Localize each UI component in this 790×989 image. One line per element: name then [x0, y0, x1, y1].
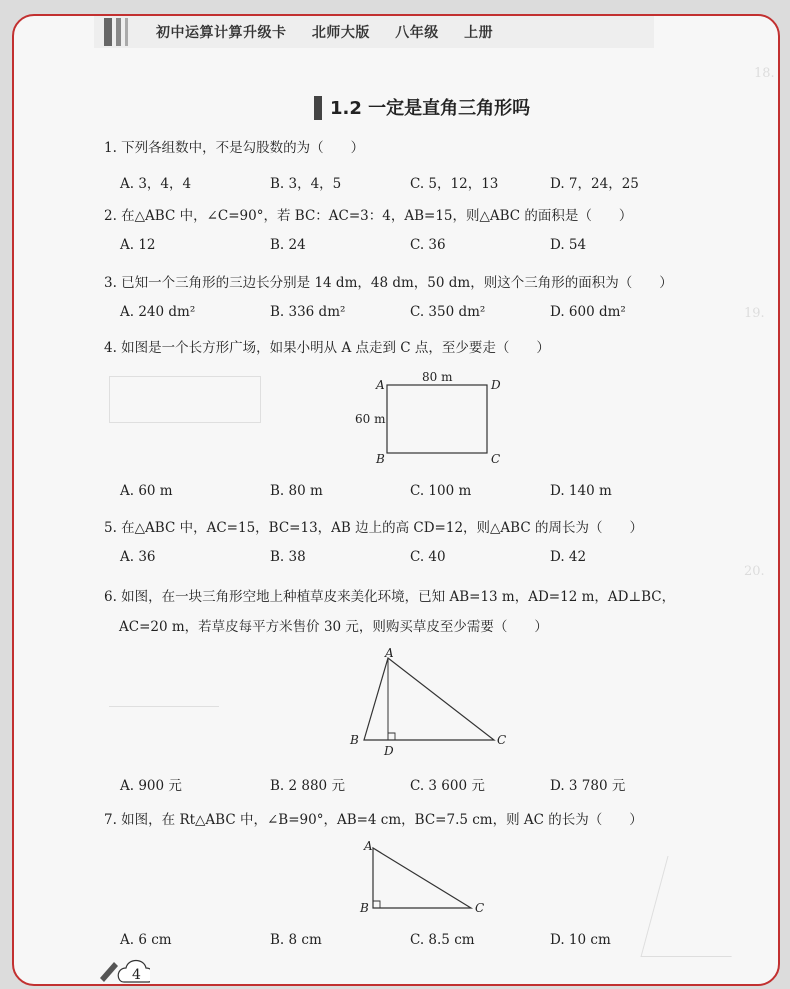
question-2-options — [120, 237, 680, 257]
label-a: A — [385, 648, 394, 660]
question-5-options — [120, 549, 680, 569]
right-angle-mark — [373, 901, 380, 908]
figure-right-triangle — [359, 840, 509, 920]
option-d[interactable]: D. 42 — [550, 549, 587, 565]
option-a[interactable]: A. 12 — [120, 237, 156, 253]
option-a[interactable]: A. 240 dm² — [120, 304, 196, 320]
label-c: C — [475, 901, 485, 915]
option-a[interactable]: A. 3，4，4 — [120, 176, 192, 192]
option-b[interactable]: B. 38 — [270, 549, 306, 565]
right-angle-mark — [388, 733, 395, 740]
question-5-stem: 5. 在△ABC 中，AC=15，BC=13，AB 边上的高 CD=12，则△ABC 的周长为（ ） — [104, 520, 643, 536]
option-b[interactable]: B. 2 880 元 — [270, 778, 345, 794]
length-label-top: 80 m — [422, 370, 453, 384]
question-4-options — [120, 483, 680, 503]
page-number: 4 — [132, 967, 141, 983]
question-3-stem: 3. 已知一个三角形的三边长分别是 14 dm，48 dm，50 dm，则这个三角形的面积为（ ） — [104, 275, 673, 291]
page-number-badge — [94, 948, 150, 984]
label-d: D — [384, 744, 394, 758]
option-b[interactable]: B. 336 dm² — [270, 304, 346, 320]
figure-triangle-altitude — [344, 648, 514, 760]
question-6-stem-continued: AC=20 m，若草皮每平方米售价 30 元，则购买草皮至少需要（ ） — [119, 619, 548, 635]
question-7-stem: 7. 如图，在 Rt△ABC 中，∠B=90°，AB=4 cm，BC=7.5 cm，则 AC 的长为（ ） — [104, 812, 643, 828]
right-triangle-abc — [373, 848, 471, 908]
header-text — [156, 22, 513, 42]
option-c[interactable]: C. 40 — [410, 549, 446, 565]
header-decoration — [104, 18, 144, 46]
label-a: A — [376, 378, 385, 392]
bleed-through-texture: 18. 19. 20. — [14, 16, 778, 984]
option-a[interactable]: A. 36 — [120, 549, 156, 565]
option-a[interactable]: A. 60 m — [120, 483, 173, 499]
question-7-options — [120, 932, 680, 952]
section-title: 1.2 一定是直角三角形吗 — [330, 98, 531, 119]
option-d[interactable]: D. 600 dm² — [550, 304, 626, 320]
question-1-stem: 1. 下列各组数中，不是勾股数的为（ ） — [104, 140, 365, 156]
heading-marker — [314, 96, 322, 120]
workbook-page — [12, 14, 780, 986]
pencil-icon — [100, 962, 118, 982]
length-label-left: 60 m — [355, 412, 386, 426]
book-title: 初中运算计算升级卡 — [156, 25, 287, 41]
option-d[interactable]: D. 54 — [550, 237, 587, 253]
option-a[interactable]: A. 900 元 — [120, 778, 182, 794]
option-c[interactable]: C. 100 m — [410, 483, 472, 499]
option-d[interactable]: D. 7，24，25 — [550, 176, 639, 192]
option-c[interactable]: C. 3 600 元 — [410, 778, 485, 794]
option-a[interactable]: A. 6 cm — [120, 932, 172, 948]
option-d[interactable]: D. 3 780 元 — [550, 778, 626, 794]
option-b[interactable]: B. 8 cm — [270, 932, 322, 948]
label-d: D — [491, 378, 501, 392]
label-c: C — [497, 733, 507, 747]
figure-rectangle-square — [354, 368, 514, 468]
question-3-options — [120, 304, 680, 324]
label-b: B — [350, 733, 359, 747]
label-a: A — [364, 840, 373, 853]
question-4-stem: 4. 如图是一个长方形广场，如果小明从 A 点走到 C 点，至少要走（ ） — [104, 340, 550, 356]
edition-label: 北师大版 — [311, 25, 370, 41]
option-d[interactable]: D. 140 m — [550, 483, 612, 499]
option-c[interactable]: C. 5，12，13 — [410, 176, 499, 192]
volume-label: 上册 — [464, 25, 494, 41]
question-1-options — [120, 172, 680, 192]
option-c[interactable]: C. 8.5 cm — [410, 932, 475, 948]
option-b[interactable]: B. 3，4，5 — [270, 176, 342, 192]
option-b[interactable]: B. 80 m — [270, 483, 323, 499]
label-c: C — [491, 452, 501, 466]
option-b[interactable]: B. 24 — [270, 237, 306, 253]
grade-label: 八年级 — [395, 25, 439, 41]
rectangle-shape — [387, 385, 487, 453]
option-c[interactable]: C. 36 — [410, 237, 446, 253]
question-6-stem: 6. 如图，在一块三角形空地上种植草皮来美化环境，已知 AB=13 m，AD=12 m，AD⊥BC， — [104, 589, 676, 605]
option-c[interactable]: C. 350 dm² — [410, 304, 486, 320]
triangle-abc — [364, 658, 494, 740]
label-b: B — [360, 901, 369, 915]
question-6-options — [120, 774, 680, 794]
label-b: B — [376, 452, 385, 466]
question-2-stem: 2. 在△ABC 中，∠C=90°，若 BC：AC=3：4，AB=15，则△ABC 的面积是（ ） — [104, 208, 633, 224]
option-d[interactable]: D. 10 cm — [550, 932, 611, 948]
